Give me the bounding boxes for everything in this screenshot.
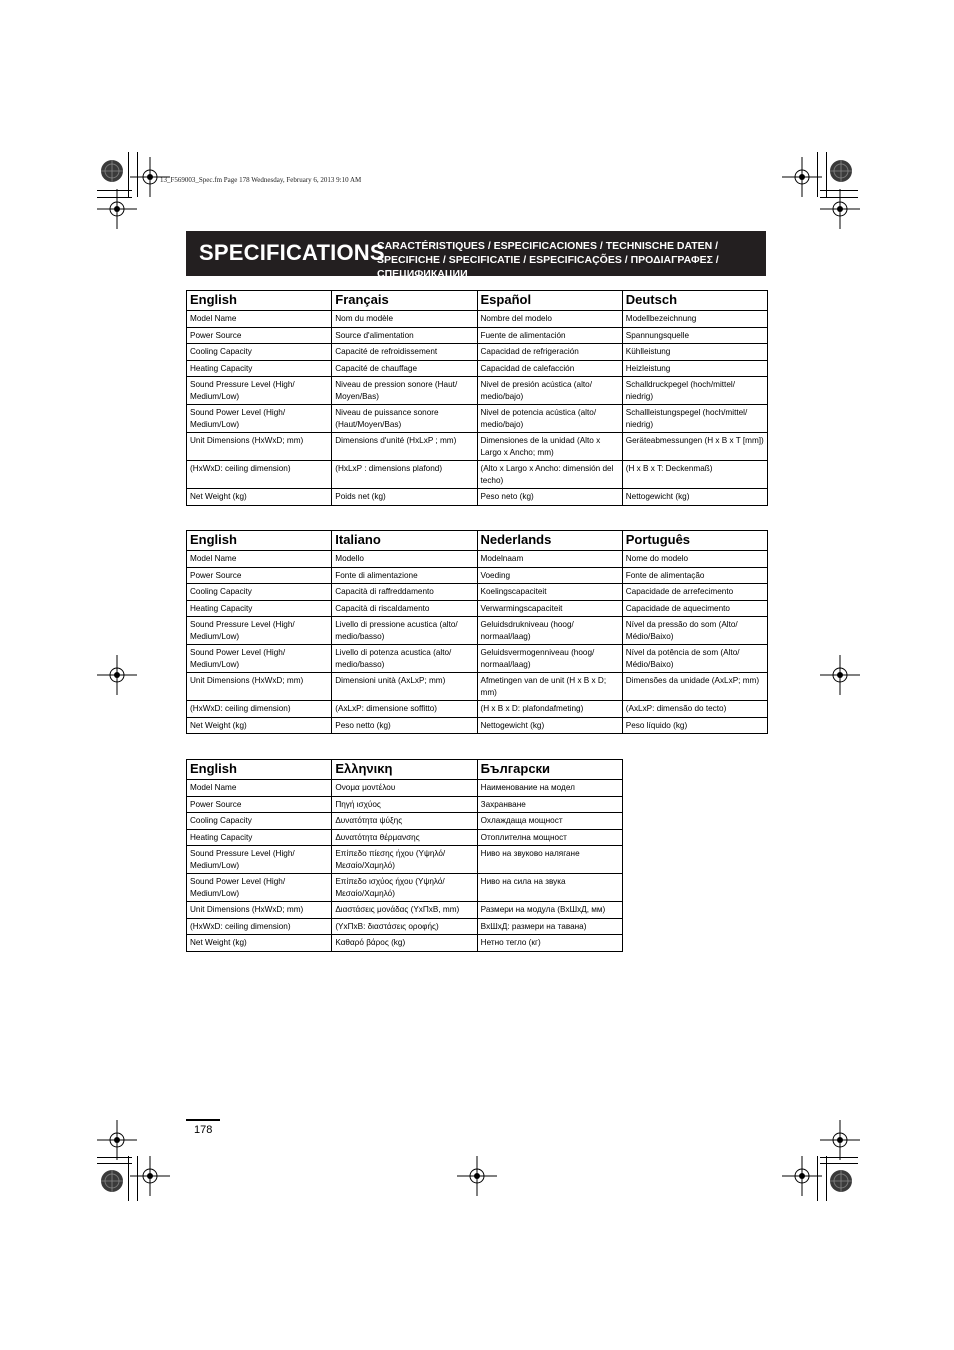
- table-cell: Захранване: [477, 796, 622, 813]
- table-cell: Охлаждаща мощност: [477, 813, 622, 830]
- table-row: [187, 813, 623, 830]
- table-cell: Kühlleistung: [622, 344, 767, 361]
- table-cell: Livello di pressione acustica (alto/ medio/basso): [332, 617, 477, 645]
- table-cell: (AxLxP: dimensione soffitto): [332, 701, 477, 718]
- table-row: [187, 360, 768, 377]
- table-cell: Fonte di alimentazione: [332, 567, 477, 584]
- table-cell: Spannungsquelle: [622, 327, 767, 344]
- registration-crosshair-icon: [820, 655, 860, 695]
- column-header: Español: [477, 291, 622, 311]
- table-row: [187, 673, 768, 701]
- table-cell: Geluidsvermogenniveau (hoog/ normaal/laag): [477, 645, 622, 673]
- table-cell: Peso neto (kg): [477, 489, 622, 506]
- column-header: Ελληνικη: [332, 760, 477, 780]
- table-cell: Modellbezeichnung: [622, 311, 767, 328]
- table-cell: Net Weight (kg): [187, 935, 332, 952]
- column-header: Български: [477, 760, 622, 780]
- table-cell: Ниво на сила на звука: [477, 874, 622, 902]
- table-cell: Nettogewicht (kg): [477, 717, 622, 734]
- table-cell: ВxШxД: размери на тавана): [477, 918, 622, 935]
- table-cell: Model Name: [187, 311, 332, 328]
- table-cell: Ниво на звуково налягане: [477, 846, 622, 874]
- registration-crosshair-icon: [130, 1156, 170, 1196]
- table-cell: Model Name: [187, 551, 332, 568]
- registration-target-icon: [829, 159, 853, 183]
- table-cell: Afmetingen van de unit (H x B x D; mm): [477, 673, 622, 701]
- table-cell: Modelnaam: [477, 551, 622, 568]
- column-header: Italiano: [332, 531, 477, 551]
- table-cell: Power Source: [187, 567, 332, 584]
- column-header: Deutsch: [622, 291, 767, 311]
- crop-line: [97, 1157, 132, 1158]
- table-cell: Schallleistungspegel (hoch/mittel/ niedrig): [622, 405, 767, 433]
- registration-target-icon: [100, 159, 124, 183]
- table-cell: Nivel de potencia acústica (alto/ medio/bajo): [477, 405, 622, 433]
- table-header-row: [187, 760, 623, 780]
- table-cell: Capacità di riscaldamento: [332, 600, 477, 617]
- registration-crosshair-icon: [97, 1120, 137, 1160]
- table-cell: (AxLxP: dimensão do tecto): [622, 701, 767, 718]
- registration-crosshair-icon: [820, 1120, 860, 1160]
- table-cell: Modello: [332, 551, 477, 568]
- column-header: English: [187, 531, 332, 551]
- table-cell: Fuente de alimentación: [477, 327, 622, 344]
- table-row: [187, 567, 768, 584]
- column-header: English: [187, 760, 332, 780]
- table-cell: (HxWxD: ceiling dimension): [187, 701, 332, 718]
- table-cell: Peso netto (kg): [332, 717, 477, 734]
- registration-target-icon: [100, 1169, 124, 1193]
- table-cell: Нетно тегло (кг): [477, 935, 622, 952]
- page-number-rule: [186, 1119, 220, 1121]
- table-row: [187, 918, 623, 935]
- column-header: Português: [622, 531, 767, 551]
- table-row: [187, 796, 623, 813]
- registration-crosshair-icon: [457, 1156, 497, 1196]
- table-header-row: [187, 531, 768, 551]
- spec-table-1: [186, 290, 768, 506]
- table-cell: Capacidade de arrefecimento: [622, 584, 767, 601]
- column-header: English: [187, 291, 332, 311]
- table-row: [187, 701, 768, 718]
- table-cell: Power Source: [187, 327, 332, 344]
- table-cell: Sound Pressure Level (High/ Medium/Low): [187, 377, 332, 405]
- registration-crosshair-icon: [782, 1156, 822, 1196]
- table-cell: Nom du modèle: [332, 311, 477, 328]
- table-cell: Sound Pressure Level (High/ Medium/Low): [187, 846, 332, 874]
- table-header-row: [187, 291, 768, 311]
- table-cell: Schalldruckpegel (hoch/mittel/ niedrig): [622, 377, 767, 405]
- crop-line: [817, 152, 818, 197]
- table-row: [187, 405, 768, 433]
- table-cell: Unit Dimensions (HxWxD; mm): [187, 433, 332, 461]
- table-cell: Unit Dimensions (HxWxD; mm): [187, 902, 332, 919]
- crop-line: [820, 197, 858, 198]
- table-row: [187, 377, 768, 405]
- table-row: [187, 327, 768, 344]
- table-row: [187, 935, 623, 952]
- table-cell: Capacidade de aquecimento: [622, 600, 767, 617]
- table-cell: Capacité de chauffage: [332, 360, 477, 377]
- crop-line: [820, 1163, 858, 1164]
- table-cell: Capacidad de refrigeración: [477, 344, 622, 361]
- table-cell: Sound Power Level (High/ Medium/Low): [187, 645, 332, 673]
- table-cell: Niveau de puissance sonore (Haut/Moyen/Bas): [332, 405, 477, 433]
- crop-line: [820, 1157, 858, 1158]
- table-cell: Nombre del modelo: [477, 311, 622, 328]
- registration-crosshair-icon: [97, 189, 137, 229]
- table-cell: Επίπεδο ισχύος ήχου (Υψηλό/ Μεσαίο/Χαμηλό): [332, 874, 477, 902]
- table-cell: Sound Power Level (High/ Medium/Low): [187, 405, 332, 433]
- table-cell: Geluidsdrukniveau (hoog/ normaal/laag): [477, 617, 622, 645]
- table-row: [187, 600, 768, 617]
- table-cell: Δυνατότητα θέρμανσης: [332, 829, 477, 846]
- table-cell: Наименование на модел: [477, 780, 622, 797]
- table-cell: (HxWxD: ceiling dimension): [187, 461, 332, 489]
- table-cell: Unit Dimensions (HxWxD; mm): [187, 673, 332, 701]
- table-cell: Sound Pressure Level (High/ Medium/Low): [187, 617, 332, 645]
- registration-target-icon: [829, 1169, 853, 1193]
- table-cell: Cooling Capacity: [187, 344, 332, 361]
- table-cell: Διαστάσεις μονάδας (ΥxΠxΒ, mm): [332, 902, 477, 919]
- table-cell: (ΥxΠxΒ: διαστάσεις οροφής): [332, 918, 477, 935]
- table-cell: Peso líquido (kg): [622, 717, 767, 734]
- table-cell: Dimensões da unidade (AxLxP; mm): [622, 673, 767, 701]
- table-cell: Capacità di raffreddamento: [332, 584, 477, 601]
- table-cell: Cooling Capacity: [187, 584, 332, 601]
- crop-line: [97, 197, 132, 198]
- table-cell: Net Weight (kg): [187, 489, 332, 506]
- table-cell: (H x B x T: Deckenmaß): [622, 461, 767, 489]
- page-number: 178: [194, 1124, 213, 1136]
- table-cell: Nível da pressão do som (Alto/ Médio/Baixo): [622, 617, 767, 645]
- crop-line: [820, 190, 858, 191]
- table-cell: Model Name: [187, 780, 332, 797]
- table-cell: Koelingscapaciteit: [477, 584, 622, 601]
- table-cell: Capacidad de calefacción: [477, 360, 622, 377]
- table-cell: Net Weight (kg): [187, 717, 332, 734]
- table-cell: Ονομα μοντέλου: [332, 780, 477, 797]
- registration-crosshair-icon: [97, 655, 137, 695]
- table-cell: Livello di potenza acustica (alto/ medio/basso): [332, 645, 477, 673]
- table-cell: Power Source: [187, 796, 332, 813]
- table-cell: Πηγή ισχύος: [332, 796, 477, 813]
- table-cell: Δυνατότητα ψύξης: [332, 813, 477, 830]
- table-cell: (HxWxD: ceiling dimension): [187, 918, 332, 935]
- table-cell: Dimensiones de la unidad (Alto x Largo x Ancho; mm): [477, 433, 622, 461]
- table-cell: Επίπεδο πίεσης ήχου (Υψηλό/ Μεσαίο/Χαμηλό): [332, 846, 477, 874]
- table-cell: Heating Capacity: [187, 600, 332, 617]
- table-cell: (Alto x Largo x Ancho: dimensión del techo): [477, 461, 622, 489]
- table-row: [187, 846, 623, 874]
- table-cell: (HxLxP : dimensions plafond): [332, 461, 477, 489]
- table-cell: Geräteabmessungen (H x B x T [mm]): [622, 433, 767, 461]
- table-cell: Sound Power Level (High/ Medium/Low): [187, 874, 332, 902]
- table-cell: Verwarmingscapaciteit: [477, 600, 622, 617]
- table-row: [187, 461, 768, 489]
- column-header: Nederlands: [477, 531, 622, 551]
- table-row: [187, 344, 768, 361]
- file-info-header: 13_F569003_Spec.fm Page 178 Wednesday, February 6, 2013 9:10 AM: [160, 176, 362, 184]
- crop-line: [817, 1156, 818, 1201]
- crop-line: [137, 152, 138, 197]
- crop-line: [97, 190, 132, 191]
- crop-line: [137, 1156, 138, 1201]
- specifications-banner: [186, 231, 766, 280]
- table-cell: Niveau de pression sonore (Haut/ Moyen/Bas): [332, 377, 477, 405]
- crop-line: [97, 1163, 132, 1164]
- spec-table-3: [186, 759, 623, 952]
- table-cell: Voeding: [477, 567, 622, 584]
- spec-table-2: [186, 530, 768, 734]
- table-cell: Nível da potência de som (Alto/ Médio/Baixo): [622, 645, 767, 673]
- table-cell: Размери на модула (ВxШxД, мм): [477, 902, 622, 919]
- table-cell: (H x B x D: plafondafmeting): [477, 701, 622, 718]
- table-row: [187, 645, 768, 673]
- registration-crosshair-icon: [782, 157, 822, 197]
- table-row: [187, 829, 623, 846]
- table-cell: Отоплителна мощност: [477, 829, 622, 846]
- table-row: [187, 433, 768, 461]
- table-row: [187, 584, 768, 601]
- table-row: [187, 780, 623, 797]
- table-cell: Heating Capacity: [187, 360, 332, 377]
- table-row: [187, 489, 768, 506]
- page-title: SPECIFICATIONS: [199, 240, 385, 265]
- table-row: [187, 551, 768, 568]
- page-subtitle: CARACTÉRISTIQUES / ESPECIFICACIONES / TECHNISCHE DATEN / SPECIFICHE / SPECIFICATIE / ESPECIFICAÇÕES / ΠΡΟΔΙΑΓΡΑΦΕΣ / СПЕЦИФИКАЦИИ: [377, 240, 719, 280]
- table-cell: Poids net (kg): [332, 489, 477, 506]
- table-cell: Καθαρό βάρος (kg): [332, 935, 477, 952]
- table-row: [187, 717, 768, 734]
- table-cell: Fonte de alimentação: [622, 567, 767, 584]
- table-cell: Dimensioni unità (AxLxP; mm): [332, 673, 477, 701]
- table-row: [187, 311, 768, 328]
- table-cell: Capacité de refroidissement: [332, 344, 477, 361]
- table-cell: Dimensions d'unité (HxLxP ; mm): [332, 433, 477, 461]
- table-row: [187, 617, 768, 645]
- table-row: [187, 902, 623, 919]
- table-cell: Heating Capacity: [187, 829, 332, 846]
- table-cell: Nome do modelo: [622, 551, 767, 568]
- column-header: Français: [332, 291, 477, 311]
- table-cell: Heizleistung: [622, 360, 767, 377]
- table-cell: Cooling Capacity: [187, 813, 332, 830]
- table-cell: Source d'alimentation: [332, 327, 477, 344]
- table-cell: Nivel de presión acústica (alto/ medio/bajo): [477, 377, 622, 405]
- table-row: [187, 874, 623, 902]
- table-cell: Nettogewicht (kg): [622, 489, 767, 506]
